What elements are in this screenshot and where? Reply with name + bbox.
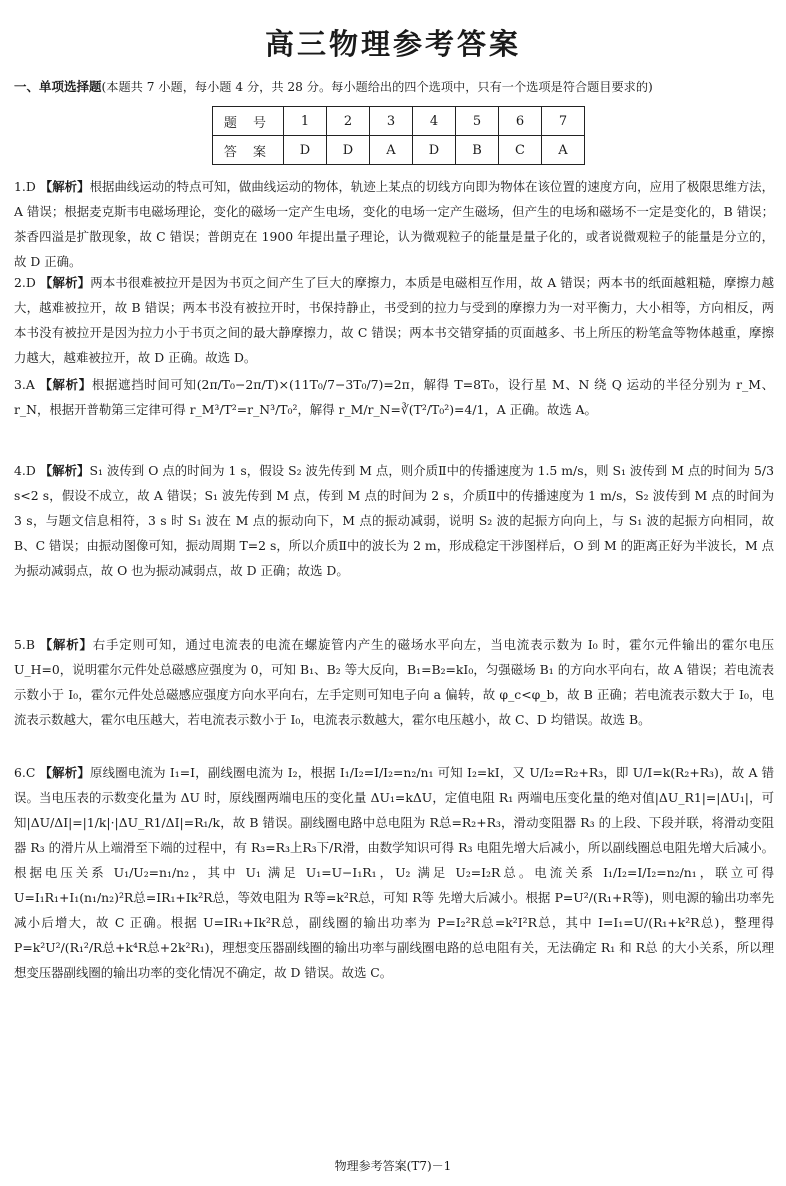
solution-text: 根据遮挡时间可知(2π/T₀−2π/T)×(11T₀/7−3T₀/7)=2π，解得 T=8T₀，设行星 M、N 绕 Q 运动的半径分别为 r_M、r_N，根据开普勒第三定律可得 r_M³/T²=r_N³/T₀²，解得 r_M/r_N=∛(T²/T₀²)=4/1，A 正确。故选 A。 — [14, 377, 774, 417]
solution-text: 右手定则可知，通过电流表的电流在螺旋管内产生的磁场水平向左，当电流表示数为 I₀ 时，霍尔元件输出的霍尔电压 U_H=0，说明霍尔元件处总磁感应强度为 0，可知 B₁、B₂ 等大反向，B₁=B₂=kI₀，匀强磁场 B₁ 的方向水平向右，故 A 错误；若电流表示数小于 I₀，霍尔元件处总磁感应强度方向水平向右，左手定则可知电子向 a 偏转，故 φ_c<φ_b，故 B 正确；若电流表示数大于 I₀，电流表示数越大，霍尔电压越大，若电流表示数小于 I₀，电流表示数越大，霍尔电压越小，故 C、D 均错误。故选 B。 — [14, 637, 774, 727]
solution-number: 5.B — [14, 637, 35, 652]
answer-table — [212, 106, 585, 165]
solution-1 — [14, 174, 774, 274]
solution-text: 原线圈电流为 I₁=I，副线圈电流为 I₂，根据 I₁/I₂=I/I₂=n₂/n₁ 可知 I₂=kI，又 U/I₂=R₂+R₃，即 U/I=k(R₂+R₃)，故 A 错误。当电压表的示数变化量为 ΔU 时，原线圈两端电压的变化量 ΔU₁=kΔU，定值电阻 R₁ 两端电压变化量的绝对值|ΔU_R1|=|ΔU₁|，可知|ΔU/ΔI|=|1/k|·|ΔU_R1/ΔI|=R₁/k，故 B 错误。副线圈电路中总电阻为 R总=R₂+R₃，滑动变阻器 R₃ 的上段、下段并联，将滑动变阻器 R₃ 的滑片从上端滑至下端的过程中，有 R₃=R₃上R₃下/R滑，由数学知识可得 R₃ 电阻先增大后减小，所以副线圈总电阻先增大后减小。根据电压关系 U₁/U₂=n₁/n₂，其中 U₁ 满足 U₁=U−I₁R₁，U₂ 满足 U₂=I₂R总。电流关系 I₁/I₂=I/I₂=n₂/n₁，联立可得 U=I₁R₁+I₁(n₁/n₂)²R总=IR₁+Ik²R总，等效电阻为 R等=k²R总，可知 R等 先增大后减小。根据 P=U²/(R₁+R等)，则电源的输出功率先减小后增大，故 C 正确。根据 U=IR₁+Ik²R总，副线圈的输出功率为 P=I₂²R总=k²I²R总，其中 I=I₁=U/(R₁+k²R总)，整理得 P=k²U²/(R₁²/R总+k⁴R总+2k²R₁)，理想变压器副线圈的输出功率与副线圈电路的总电阻有关，无法确定 R₁ 和 R总 的大小关系，所以理想变压器副线圈的输出功率的变化情况不确定，故 D 错误。故选 C。 — [14, 765, 774, 980]
solution-text: 两本书很难被拉开是因为书页之间产生了巨大的摩擦力，本质是电磁相互作用，故 A 错误；两本书的纸面越粗糙，摩擦力越大，越难被拉开，故 B 错误；两本书没有被拉开时，书保持静止，书受到的拉力与受到的摩擦力为一对平衡力，大小相等，方向相反，两本书没有被拉开是因为拉力小于书页之间的最大静摩擦力，故 C 错误；两本书交错穿插的页面越多、书上所压的粉笔盒等物体越重，摩擦力越大，越难被拉开，故 D 正确。故选 D。 — [14, 275, 775, 365]
section-heading — [14, 78, 779, 96]
question-number: 3 — [370, 107, 413, 136]
section-label: 一、单项选择题 — [14, 79, 102, 94]
analysis-tag: 【解析】 — [39, 179, 90, 194]
analysis-tag: 【解析】 — [39, 765, 90, 780]
solution-3 — [14, 372, 774, 422]
analysis-tag: 【解析】 — [39, 275, 91, 290]
solution-5 — [14, 632, 774, 732]
solution-2 — [14, 270, 774, 370]
page-title: 高三物理参考答案 — [264, 27, 521, 61]
question-number: 1 — [284, 107, 327, 136]
question-number: 7 — [542, 107, 585, 136]
analysis-tag: 【解析】 — [39, 637, 93, 652]
answer-cell: D — [284, 136, 327, 165]
answer-row-header: 答 案 — [213, 136, 284, 165]
question-number: 5 — [456, 107, 499, 136]
section-instructions: (本题共 7 小题，每小题 4 分，共 28 分。每小题给出的四个选项中，只有一个选项是符合题目要求的) — [101, 80, 653, 94]
answer-cell: A — [542, 136, 585, 165]
solution-6 — [14, 760, 774, 985]
solution-number: 4.D — [14, 463, 36, 478]
answer-cell: D — [327, 136, 370, 165]
question-number: 4 — [413, 107, 456, 136]
question-number: 2 — [327, 107, 370, 136]
solution-text: 根据曲线运动的特点可知，做曲线运动的物体，轨迹上某点的切线方向即为物体在该位置的速度方向，应用了极限思维方法，A 错误；根据麦克斯韦电磁场理论，变化的磁场一定产生电场，变化的电场一定产生磁场，但产生的电场和磁场不一定是变化的，B 错误；茶香四溢是扩散现象，故 C 错误；普朗克在 1900 年提出量子理论，认为微观粒子的能量是量子化的，或者说微观粒子的能量是分立的，故 D 正确。 — [14, 179, 775, 269]
solution-number: 3.A — [14, 377, 35, 392]
answer-table-number-row — [213, 107, 585, 136]
solution-4 — [14, 458, 774, 583]
solution-number: 6.C — [14, 765, 36, 780]
page-footer: 物理参考答案(T7)－1 — [334, 1159, 452, 1173]
answer-cell: B — [456, 136, 499, 165]
answer-cell: D — [413, 136, 456, 165]
answer-cell: A — [370, 136, 413, 165]
analysis-tag: 【解析】 — [39, 463, 90, 478]
solution-number: 2.D — [14, 275, 36, 290]
solution-number: 1.D — [14, 179, 36, 194]
analysis-tag: 【解析】 — [39, 377, 92, 392]
solution-text: S₁ 波传到 O 点的时间为 1 s，假设 S₂ 波先传到 M 点，则介质Ⅱ中的传播速度为 1.5 m/s，则 S₁ 波传到 M 点的时间为 5/3 s<2 s，假设不成立，故 A 错误；S₁ 波先传到 M 点，传到 M 点的时间为 2 s，介质Ⅱ中的传播速度为 1 m/s，S₂ 波传到 M 点的时间为 3 s，与题文信息相符，3 s 时 S₁ 波在 M 点的振动向下，M 点的振动减弱，说明 S₂ 波的起振方向向上，与 S₁ 波的起振方向相同，故 B、C 错误；由振动图像可知，振动周期 T=2 s，所以介质Ⅱ中的波长为 2 m，形成稳定干涉图样后，O 到 M 的距离正好为半波长，M 点为振动减弱点，故 O 也为振动减弱点，故 D 正确；故选 D。 — [14, 463, 774, 578]
answer-table-answer-row — [213, 136, 585, 165]
question-number: 6 — [499, 107, 542, 136]
answer-cell: C — [499, 136, 542, 165]
number-row-header: 题 号 — [213, 107, 284, 136]
